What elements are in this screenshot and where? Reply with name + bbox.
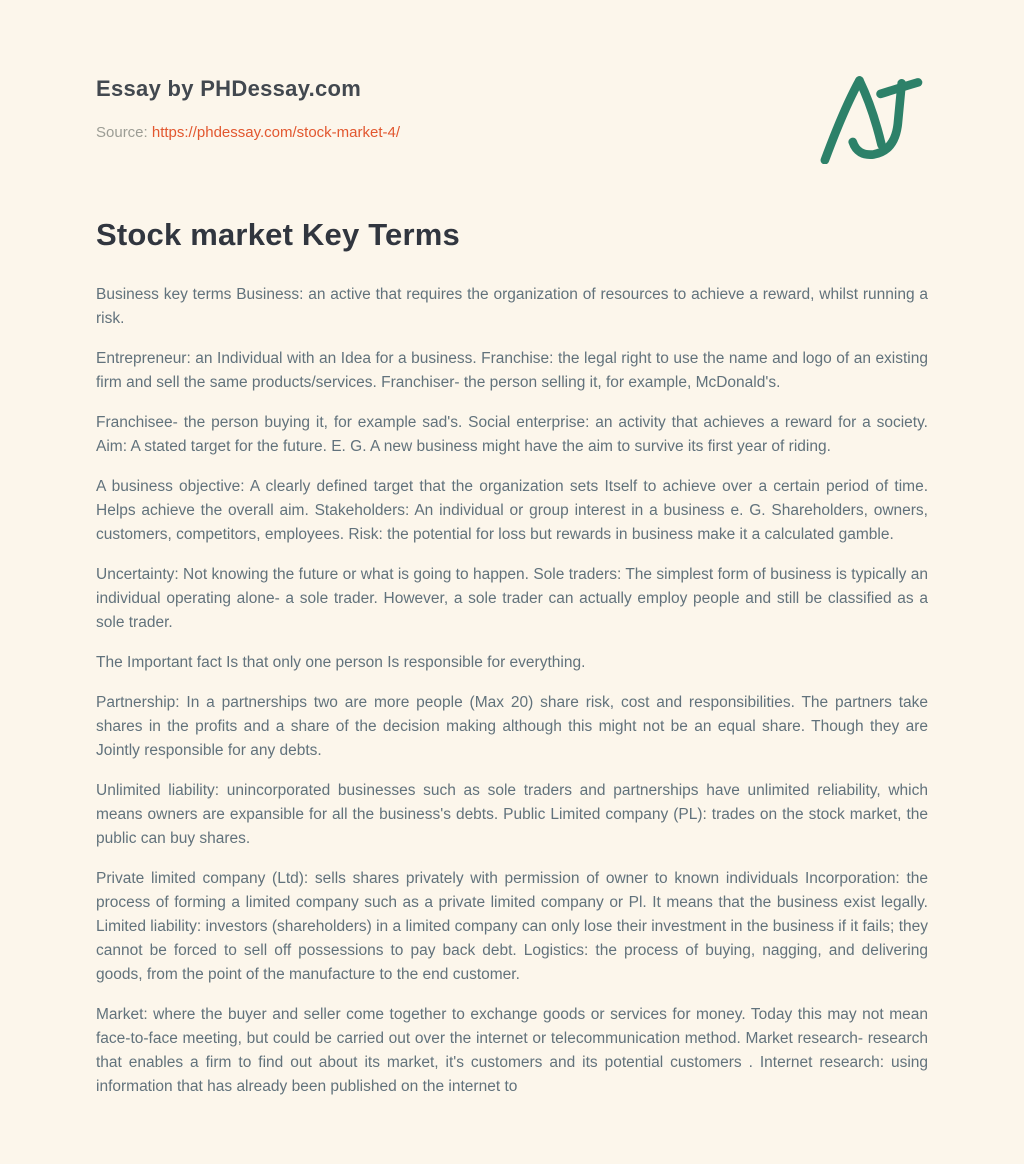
source-line xyxy=(96,124,928,141)
essay-paragraph: Uncertainty: Not knowing the future or what is going to happen. Sole traders: The simplest form of business is typically an individual operating alone- a sole trader. However, a sole trader can actually employ people and still be classified as a sole trader. xyxy=(96,566,928,631)
essay-paragraph: Business key terms Business: an active that requires the organization of resources to achieve a reward, whilst running a risk. xyxy=(96,286,928,327)
byline: Essay by PHDessay.com xyxy=(96,76,362,101)
essay-paragraph: Franchisee- the person buying it, for example sad's. Social enterprise: an activity that achieves a reward for a society. Aim: A stated target for the future. E. G. A new business might have the aim to survive its first year of riding. xyxy=(96,414,928,455)
essay-paragraph: Market: where the buyer and seller come together to exchange goods or services for money. Today this may not mean face-to-face meeting, but could be carried out over the internet or telecommunication method. Market research- research that enables a firm to find out about its market, it's customers and its potential customers . Internet research: using information that has already been published on the internet to xyxy=(96,1006,928,1095)
essay-paragraph: Entrepreneur: an Individual with an Idea for a business. Franchise: the legal right to use the name and logo of an existing firm and sell the same products/services. Franchiser- the person selling it, for example, McDonald's. xyxy=(96,350,928,391)
source-link[interactable]: https://phdessay.com/stock-market-4/ xyxy=(151,124,401,141)
essay-paragraph: Private limited company (Ltd): sells shares privately with permission of owner to known individuals Incorporation: the process of forming a limited company such as a private limited company or Pl. It means that the business exist legally. Limited liability: investors (shareholders) in a limited company can only lose their investment in the business if it fails; they cannot be forced to sell off possessions to pay back debt. Logistics: the process of buying, nagging, and delivering goods, from the point of the manufacture to the end customer. xyxy=(96,870,928,983)
essay-paragraph: Unlimited liability: unincorporated businesses such as sole traders and partnerships have unlimited reliability, which means owners are expansible for all the business's debts. Public Limited company (PL): trades on the stock market, the public can buy shares. xyxy=(96,782,928,847)
phdessay-logo-icon xyxy=(814,68,926,164)
essay-title: Stock market Key Terms xyxy=(96,217,460,252)
essay-paragraph: A business objective: A clearly defined target that the organization sets Itself to achieve over a certain period of time. Helps achieve the overall aim. Stakeholders: An individual or group interest in a business e. G. Shareholders, owners, customers, competitors, employees. Risk: the potential for loss but rewards in business make it a calculated gamble. xyxy=(96,478,928,543)
essay-paragraph: The Important fact Is that only one person Is responsible for everything. xyxy=(96,654,586,671)
source-label: Source: xyxy=(96,124,148,141)
essay-paragraph: Partnership: In a partnerships two are more people (Max 20) share risk, cost and responsibilities. The partners take shares in the profits and a share of the decision making although this might not be an equal share. Though they are Jointly responsible for any debts. xyxy=(96,694,928,759)
